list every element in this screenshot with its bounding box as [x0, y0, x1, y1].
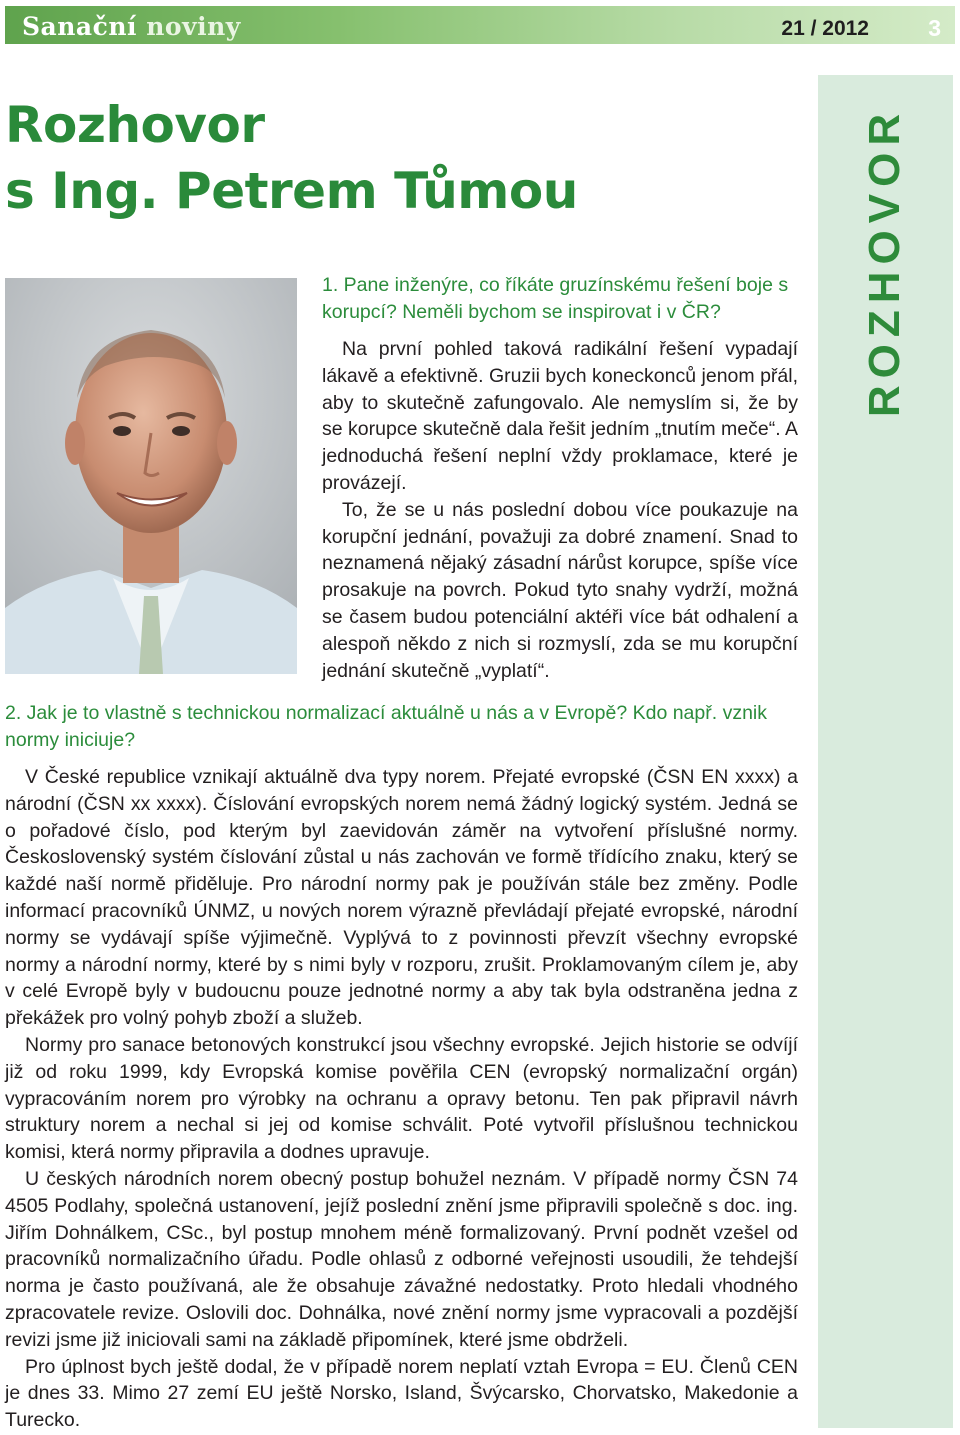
title-line-2: s Ing. Petrem Tůmou: [5, 162, 578, 220]
answer-2-paragraph-3: U českých národních norem obecný postup bohužel neznám. V případě normy ČSN 74 4505 Podlahy, společná ustanovení, jejíž poslední znění jsme připravili společně s doc. ing. Jiřím Dohnálkem, CSc., byl postup mnohem méně formalizovaný. První podnět vzešel od pracovníků normalizačního úřadu. Podle ohlasů z odborné veřejnosti usoudili, že tehdejší norma je často používaná, ale že obsahuje závažné nedostatky. Proto hledali vhodného zpracovatele revize. Oslovili doc. Dohnálka, nové znění normy jsme vypracovali a pozdější revizi jsme již iniciovali sami na základě připomínek, které jsme obdrželi.: [5, 1167, 798, 1351]
title-line-1: Rozhovor: [5, 96, 265, 154]
answer-2-paragraph-2: Normy pro sanace betonových konstrukcí jsou všechny evropské. Jejich historie se odvíjí již od roku 1999, kdy Evropská komise pověřila CEN (evropský normalizační orgán) vypracováním norem pro výrobky na ochranu a opravy betonu. Ten pak připravil návrh struktury norem a nechal si jej od komise schválit. Poté vytvořil příslušnou technickou komisi, která normy připravila a dodnes upravuje.: [5, 1033, 798, 1164]
answer-1: [322, 336, 798, 684]
portrait-photo-icon: [5, 278, 297, 674]
portrait-photo: [5, 278, 297, 674]
question-2: 2. Jak je to vlastně s technickou normalizací aktuálně u nás a v Evropě? Kdo např. vznik normy iniciuje?: [5, 702, 767, 751]
question-1: 1. Pane inženýre, co říkáte gruzínskému řešení boje s korupcí? Neměli bychom se inspirovat i v ČR?: [322, 274, 789, 323]
answer-2-paragraph-1: V České republice vznikají aktuálně dva typy norem. Přejaté evropské (ČSN EN xxxx) a národní (ČSN xx xxxx). Číslování evropských norem nemá žádný logický systém. Jedná se o pořadové číslo, pod kterým byl zaevidován záměr na vytvoření příslušné normy. Československý systém číslování zůstal u nás zachován ve formě třídícího znaku, který se každé naší normě přiděluje. Pro národní normy pak je používán stále bez změny. Podle informací pracovníků ÚNMZ, u nových norem výrazně převládají přejaté evropské, národní normy se vydávají spíše výjimečně. Vyplývá to z povinnosti převzít všechny evropské normy a národní normy, které by s nimi byly v rozporu, zrušit. Proklamovaným cílem je, aby v celé Evropě byly v budoucnu pouze jednotné normy a aby tak byla odstraněna jedna z překážek pro volný pohyb zboží a služeb.: [5, 766, 798, 1030]
issue-number: 21 / 2012: [781, 17, 869, 40]
page-number: 3: [928, 15, 941, 41]
question-block-1: [322, 272, 800, 326]
answer-2: [5, 764, 798, 1434]
header-bar: [5, 6, 955, 44]
masthead-part-1: Sanační: [22, 12, 138, 41]
answer-2-paragraph-4: Pro úplnost bych ještě dodal, že v případě norem neplatí vztah Evropa = EU. Členů CEN je dnes 33. Mimo 27 zemí EU ještě Norsko, Island, Švýcarsko, Chorvatsko, Makedonie a Turecko.: [5, 1355, 798, 1432]
masthead-part-2: noviny: [146, 12, 241, 41]
answer-1-paragraph-1: Na první pohled taková radikální řešení vypadají lákavě a efektivně. Gruzii bych koneckonců jenom přál, aby to skutečně zafungovalo. Ale nemyslím si, že by se korupce skutečně dala řešit jedním „tnutím meče“. A jednoduchá řešení neplní vždy proklamace, které je provázejí.: [322, 338, 798, 494]
answer-1-paragraph-2: To, že se u nás poslední dobou více poukazuje na korupční jednání, považuji za dobré znamení. Snad to neznamená nějaký zásadní nárůst korupce, spíše více prosakuje na povrch. Pokud tyto snahy vydrží, možná se časem budou potenciální aktéři více bát odhalení a alespoň někdo z nich si rozmyslí, zda se mu korupční jednání skutečně „vyplatí“.: [322, 498, 798, 682]
section-label: ROZHOVOR: [860, 106, 909, 418]
masthead: [22, 12, 241, 41]
question-block-2: [5, 700, 801, 754]
article-title: [5, 92, 578, 224]
